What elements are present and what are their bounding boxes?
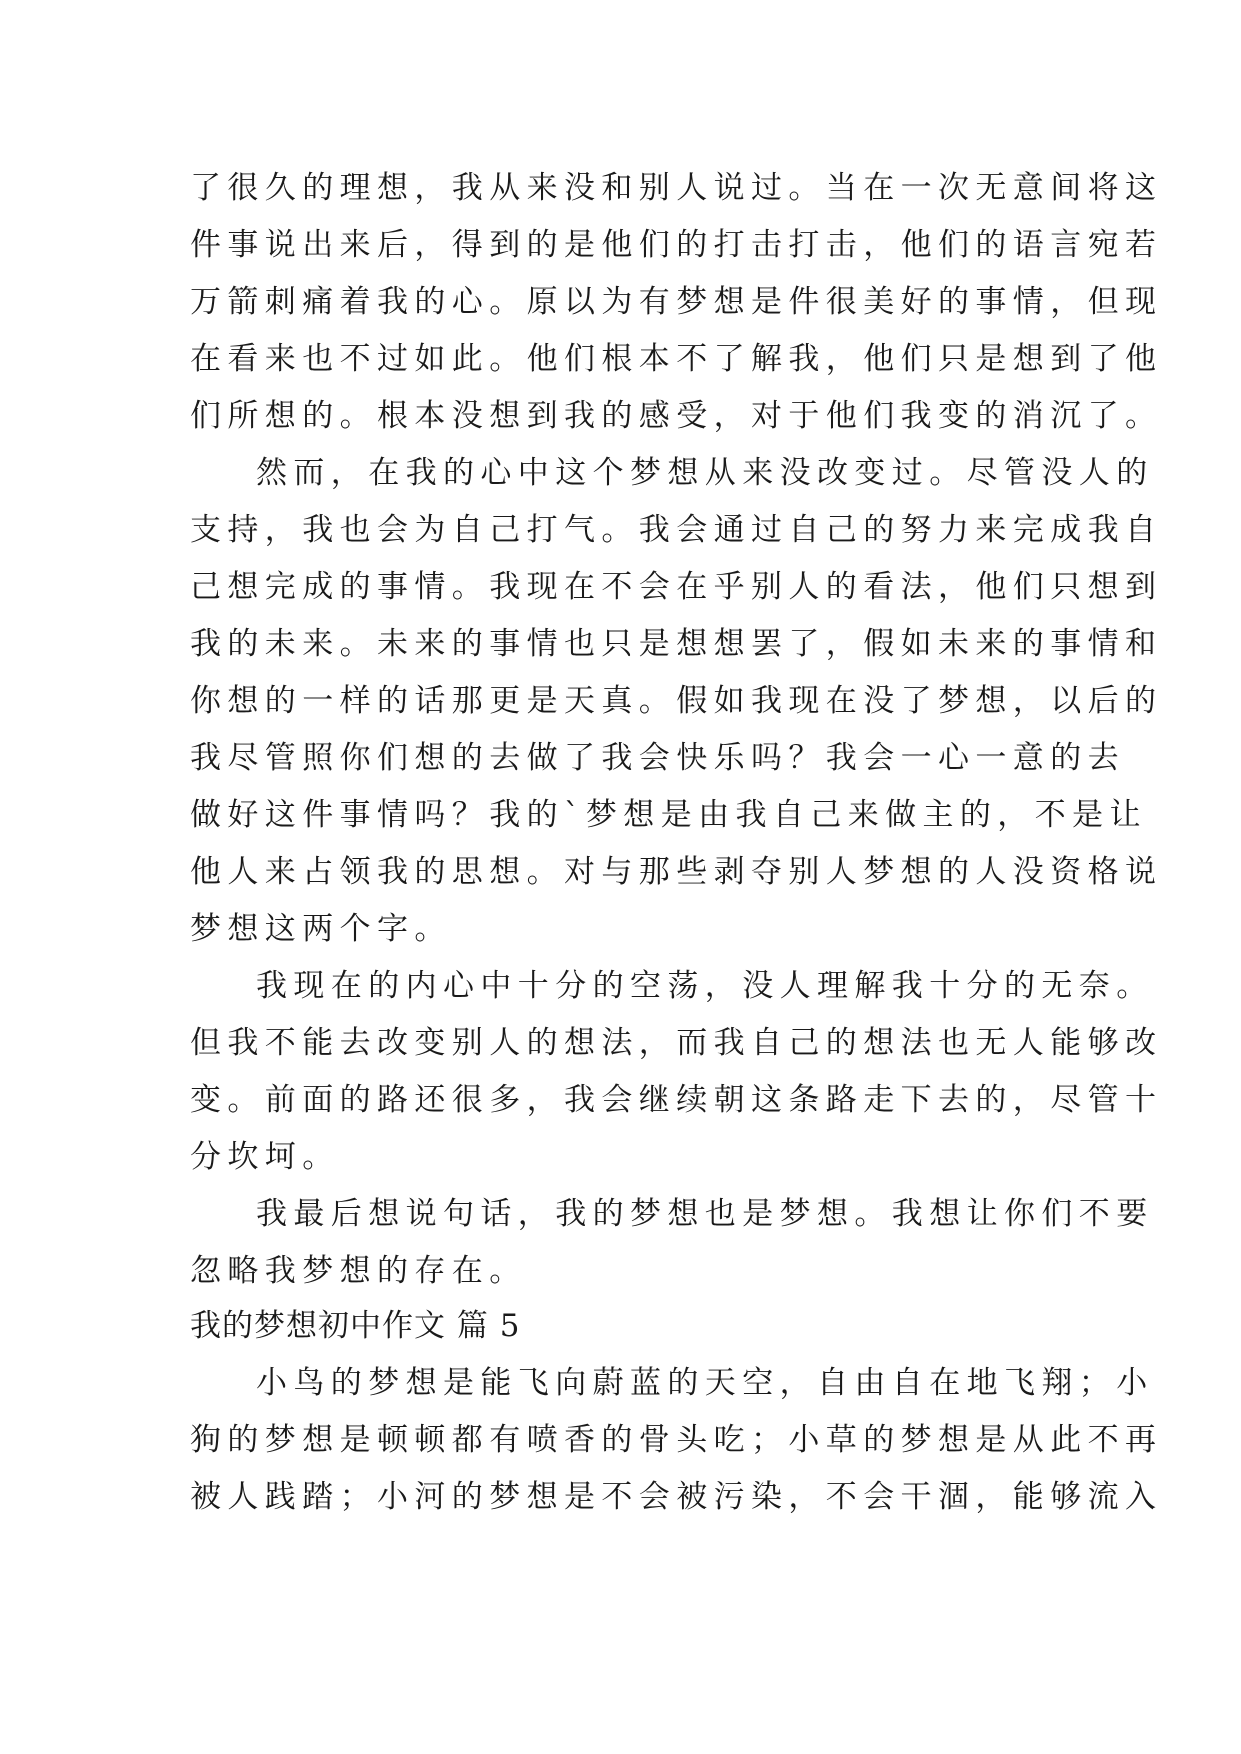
text-line: 你想的一样的话那更是天真。假如我现在没了梦想，以后的 <box>190 683 1163 719</box>
text-line: 在看来也不过如此。他们根本不了解我，他们只是想到了他 <box>190 341 1163 377</box>
text-line: 我尽管照你们想的去做了我会快乐吗？我会一心一意的去 <box>190 740 1125 776</box>
text-line: 分坎坷。 <box>190 1139 340 1175</box>
paragraph-first-line: 然而，在我的心中这个梦想从来没改变过。尽管没人的 <box>256 455 1154 491</box>
text-line: 支持，我也会为自己打气。我会通过自己的努力来完成我自 <box>190 512 1163 548</box>
text-line: 己想完成的事情。我现在不会在乎别人的看法，他们只想到 <box>190 569 1163 605</box>
text-line: 万箭刺痛着我的心。原以为有梦想是件很美好的事情，但现 <box>190 284 1163 320</box>
text-line: 他人来占领我的思想。对与那些剥夺别人梦想的人没资格说 <box>190 854 1163 890</box>
paragraph-first-line: 我现在的内心中十分的空荡，没人理解我十分的无奈。 <box>256 968 1154 1004</box>
paragraph-first-line: 我最后想说句话，我的梦想也是梦想。我想让你们不要 <box>256 1196 1154 1232</box>
text-line: 被人践踏；小河的梦想是不会被污染，不会干涸，能够流入 <box>190 1479 1163 1515</box>
text-line: 狗的梦想是顿顿都有喷香的骨头吃；小草的梦想是从此不再 <box>190 1422 1163 1458</box>
text-line: 我的未来。未来的事情也只是想想罢了，假如未来的事情和 <box>190 626 1163 662</box>
text-line: 做好这件事情吗？我的`梦想是由我自己来做主的，不是让 <box>190 797 1147 833</box>
paragraph-first-line: 小鸟的梦想是能飞向蔚蓝的天空，自由自在地飞翔；小 <box>256 1365 1154 1401</box>
text-line: 忽略我梦想的存在。 <box>190 1253 527 1289</box>
text-line: 们所想的。根本没想到我的感受，对于他们我变的消沉了。 <box>190 398 1163 434</box>
text-line: 变。前面的路还很多，我会继续朝这条路走下去的，尽管十 <box>190 1082 1163 1118</box>
text-line: 但我不能去改变别人的想法，而我自己的想法也无人能够改 <box>190 1025 1163 1061</box>
text-line: 件事说出来后，得到的是他们的打击打击，他们的语言宛若 <box>190 227 1163 263</box>
section-heading: 我的梦想初中作文 篇 5 <box>190 1308 521 1344</box>
text-line: 梦想这两个字。 <box>190 911 452 947</box>
text-line: 了很久的理想，我从来没和别人说过。当在一次无意间将这 <box>190 170 1163 206</box>
